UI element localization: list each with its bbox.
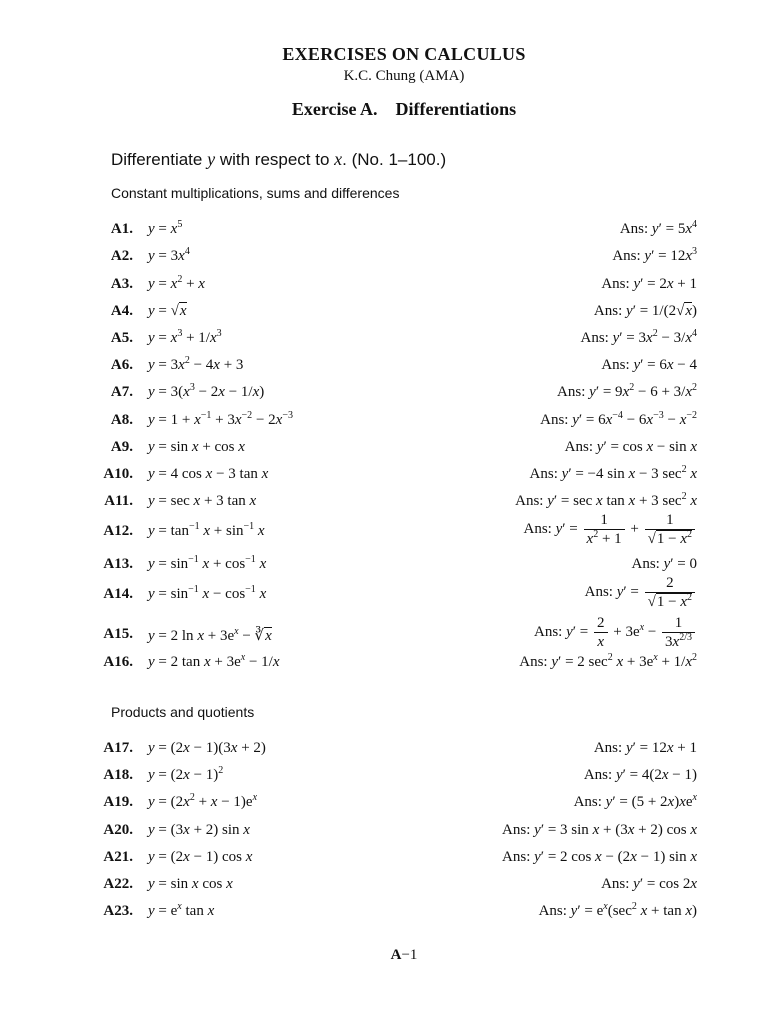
- exercise-number: A16.: [103, 654, 133, 670]
- exercise-number: A23.: [103, 903, 133, 919]
- exercise-number: A2.: [110, 248, 133, 264]
- exercise-row: [0, 575, 768, 610]
- exercise-number: A11.: [104, 493, 133, 509]
- exercise-number: A5.: [110, 330, 133, 346]
- document-title: EXERCISES ON CALCULUS: [282, 44, 526, 64]
- exercise-number: A8.: [110, 412, 133, 428]
- exercise-row: [0, 849, 768, 869]
- exercise-row: [0, 439, 768, 459]
- exercise-question: y = sin x + cos x: [148, 439, 245, 455]
- exercise-number: A1.: [110, 221, 133, 237]
- exercise-question: $y = e^x$ tan x: [148, 901, 215, 919]
- exercise-row: [0, 767, 768, 787]
- exercise-answer: Ans: y′ = sec x tan x + 3 $\sec^2 x$: [515, 491, 697, 509]
- exercise-number: A9.: [110, 439, 133, 455]
- exercise-row: [0, 615, 768, 650]
- exercise-number: A7.: [110, 384, 133, 400]
- exercise-question: y = 2 $\tan x + 3e^x - 1/x$: [148, 652, 280, 670]
- exercise-question: y = sec x + 3 tan x: [148, 493, 257, 509]
- exercise-row: [0, 556, 768, 576]
- instructions: Differentiate y with respect to x. (No. 1–100.): [111, 149, 447, 169]
- exercise-row: [0, 384, 768, 404]
- exercise-label: Exercise A.: [291, 99, 378, 119]
- exercise-row: [0, 493, 768, 513]
- document-author: K.C. Chung (AMA): [343, 68, 465, 84]
- exercise-question: $y = \sin^{-1} x - \cos^{-1} x$: [148, 584, 267, 602]
- exercise-question: $y = 3x^4$: [148, 246, 190, 264]
- exercise-answer: Ans: $y' = 3x^2 - 3/x^4$: [580, 328, 697, 346]
- exercise-question: $y = x^3 + 1/x^3$: [148, 328, 222, 346]
- exercise-row: [0, 903, 768, 923]
- exercise-question: $y = x^5$: [148, 219, 183, 237]
- exercise-answer: Ans: $y' = e^x(\sec^2$ x + tan x): [538, 901, 697, 919]
- exercise-answer: Ans: y′ = cos 2x: [601, 876, 697, 892]
- exercise-number: A10.: [103, 466, 133, 482]
- exercise-row: [0, 822, 768, 842]
- exercise-row: [0, 248, 768, 268]
- exercise-answer: Ans: y′ = 2x + 1: [601, 276, 697, 292]
- exercise-question: y = √x: [148, 303, 187, 319]
- exercise-number: A3.: [110, 276, 133, 292]
- exercise-answer: Ans: y′ = 2 $\sec^2 x + 3e^x + 1/x^2$: [519, 652, 697, 670]
- exercise-number: A4.: [110, 303, 133, 319]
- exercise-heading: [0, 99, 768, 120]
- section-heading-products: Products and quotients: [111, 704, 255, 720]
- exercise-answer: Ans: y′ = 6x − 4: [601, 357, 697, 373]
- exercise-row: [0, 330, 768, 350]
- exercise-number: A13.: [103, 556, 133, 572]
- exercise-question: $y = 1 + x^{-1} + 3x^{-2} - 2x^{-3}$: [148, 410, 293, 428]
- exercise-number: A18.: [103, 767, 133, 783]
- exercise-topic: Differentiations: [395, 99, 517, 119]
- exercise-row: [0, 740, 768, 760]
- exercise-number: A14.: [103, 586, 133, 602]
- exercise-row: [0, 794, 768, 814]
- exercise-answer: Ans: $y' = 6x^{-4} - 6x^{-3} - x^{-2}$: [540, 410, 697, 428]
- exercise-question: $y = \tan^{-1} x + \sin^{-1} x$: [148, 521, 265, 539]
- exercise-row: [0, 276, 768, 296]
- exercise-number: A17.: [103, 740, 133, 756]
- exercise-question: y = (3x + 2) sin x: [148, 822, 250, 838]
- exercise-row: [0, 654, 768, 674]
- exercise-question: $y = (2x^2 + x - 1)e^x$: [148, 792, 258, 810]
- exercise-answer: Ans: $y' = 5x^4$: [619, 219, 697, 237]
- exercise-question: y = sin x cos x: [148, 876, 233, 892]
- exercise-answer: Ans: y′ = 4(2x − 1): [583, 767, 697, 783]
- exercise-question: $y = 3(x^3 - 2x - 1/x)$: [148, 382, 265, 400]
- exercise-row: [0, 512, 768, 547]
- exercise-question: $y = \sin^{-1} x + \cos^{-1} x$: [148, 554, 267, 572]
- exercise-answer: Ans: y′ = 12x + 1: [593, 740, 697, 756]
- page-number: A−1: [390, 947, 418, 963]
- exercise-answer: Ans: y′ = $\frac{2}{√1 - x^2}$: [585, 574, 697, 611]
- exercise-answer: Ans: y′ = −4 sin x − 3 $\sec^2 x$: [529, 464, 697, 482]
- exercise-answer: Ans: $y' = 12x^3$: [612, 246, 697, 264]
- exercise-question: y = (2x − 1)(3x + 2): [148, 740, 266, 756]
- exercise-number: A21.: [103, 849, 133, 865]
- exercise-answer: Ans: y′ = cos x − sin x: [564, 439, 697, 455]
- exercise-question: y = 2 $\ln x + 3e^x$ − ∛x: [148, 626, 272, 644]
- exercise-answer: Ans: y′ = 1/(2√x): [593, 303, 697, 319]
- exercise-row: [0, 876, 768, 896]
- exercise-row: [0, 412, 768, 432]
- exercise-number: A6.: [110, 357, 133, 373]
- exercise-row: [0, 303, 768, 323]
- exercise-number: A19.: [103, 794, 133, 810]
- exercise-question: $y = x^2 + x$: [148, 274, 205, 292]
- exercise-answer: Ans: y′ = $\frac{2}{x}$ + $3e^x$ − $\frac{1}{3x^{2/3}}$: [534, 614, 697, 651]
- exercise-row: [0, 357, 768, 377]
- exercise-number: A20.: [103, 822, 133, 838]
- exercise-number: A15.: [103, 626, 133, 642]
- exercise-answer: Ans: y′ = 2 cos x − (2x − 1) sin x: [502, 849, 697, 865]
- exercise-question: $y = 3x^2 - 4x + 3$: [148, 355, 244, 373]
- exercise-answer: Ans: y′ = 3 sin x + (3x + 2) cos x: [502, 822, 697, 838]
- exercise-row: [0, 221, 768, 241]
- exercise-number: A22.: [103, 876, 133, 892]
- exercise-answer: Ans: $y' = 9x^2 - 6 + 3/x^2$: [557, 382, 697, 400]
- exercise-question: y = (2x − 1) cos x: [148, 849, 253, 865]
- exercise-answer: Ans: y′ = 0: [631, 556, 697, 572]
- exercise-question: y = 4 cos x − 3 tan x: [148, 466, 269, 482]
- exercise-answer: Ans: $y' = (5 + 2x)xe^x$: [573, 792, 697, 810]
- section-heading-constant: Constant multiplications, sums and differences: [111, 185, 400, 201]
- exercise-answer: Ans: y′ = $\frac{1}{x^2 + 1}$ + $\frac{1}{√1 - x^2}$: [524, 511, 698, 548]
- exercise-question: $y = (2x - 1)^2$: [148, 765, 224, 783]
- exercise-row: [0, 466, 768, 486]
- exercise-number: A12.: [103, 523, 133, 539]
